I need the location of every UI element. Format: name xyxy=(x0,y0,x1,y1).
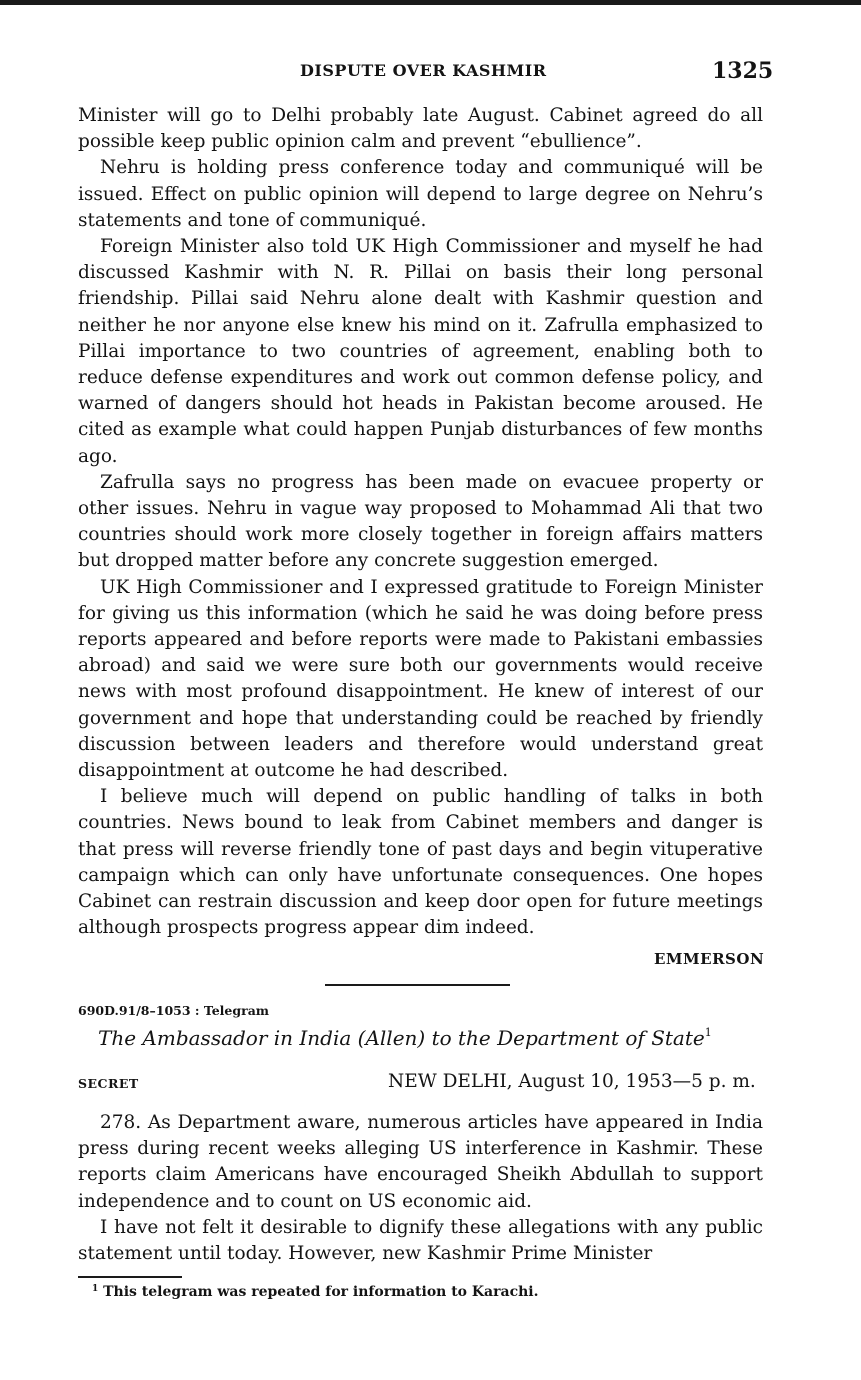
document-title-text: The Ambassador in India (Allen) to the Department of State xyxy=(98,1026,705,1050)
paragraph: Foreign Minister also told UK High Commissioner and myself he had discussed Kashmir with N. R. Pillai on basis their long personal friendship. Pillai said Nehru alone dealt with Kashmir question and neither he nor anyone else knew his mind on it. Zafrulla emphasized to Pillai importance to two countries of agreement, enabling both to reduce defense expenditures and work out common defense policy, and warned of dangers should hot heads in Pakistan become aroused. He cited as example what could happen Punjab disturbances of few months ago. xyxy=(78,236,763,467)
document-body-allen xyxy=(78,1110,763,1267)
top-border-rule xyxy=(0,0,861,5)
running-head: DISPUTE OVER KASHMIR xyxy=(300,61,547,80)
section-separator xyxy=(325,984,510,986)
paragraph: I believe much will depend on public handling of talks in both countries. News bound to leak from Cabinet members and danger is that press will reverse friendly tone of past days and begin vituperative campaign which can only have unfortunate consequences. One hopes Cabinet can restrain discussion and keep door open for future meetings although prospects progress appear dim indeed. xyxy=(78,786,763,939)
signature-emmerson: EMMERSON xyxy=(654,950,765,968)
footnote xyxy=(92,1284,538,1300)
footnote-number: 1 xyxy=(92,1284,99,1294)
page-number: 1325 xyxy=(712,58,774,84)
document-title xyxy=(98,1026,712,1050)
paragraph: Zafrulla says no progress has been made on evacuee property or other issues. Nehru in vague way proposed to Mohammad Ali that two countries should work more closely together in foreign affairs matters but dropped matter before any concrete suggestion emerged. xyxy=(78,471,763,572)
footnote-rule xyxy=(78,1276,182,1278)
paragraph: Nehru is holding press conference today and communiqué will be issued. Effect on public opinion will depend to large degree on Nehru’s statements and tone of communiqué. xyxy=(78,157,763,231)
paragraph: 278. As Department aware, numerous articles have appeared in India press during recent weeks alleging US interference in Kashmir. These reports claim Americans have encouraged Sheikh Abdullah to support independence and to count on US economic aid. xyxy=(78,1112,763,1212)
document-body-emmerson xyxy=(78,103,763,942)
footnote-text: This telegram was repeated for information to Karachi. xyxy=(103,1284,539,1300)
classification-label: SECRET xyxy=(78,1076,139,1091)
paragraph: I have not felt it desirable to dignify these allegations with any public statement until today. However, new Kashmir Prime Minister xyxy=(78,1216,763,1265)
footnote-marker: 1 xyxy=(704,1026,712,1039)
file-reference: 690D.91/8–1053 : Telegram xyxy=(78,1003,270,1018)
paragraph: UK High Commissioner and I expressed gratitude to Foreign Minister for giving us this information (which he said he was doing before press reports appeared and before reports were made to Pakistani embassies abroad) and said we were sure both our governments would receive news with most profound disappointment. He knew of interest of our government and hope that understanding could be reached by friendly discussion between leaders and therefore would understand great disappointment at outcome he had described. xyxy=(78,576,763,782)
dateline: NEW DELHI, August 10, 1953—5 p. m. xyxy=(388,1071,756,1092)
paragraph-continued: Minister will go to Delhi probably late August. Cabinet agreed do all possible keep public opinion calm and prevent “ebullience”. xyxy=(78,105,763,153)
